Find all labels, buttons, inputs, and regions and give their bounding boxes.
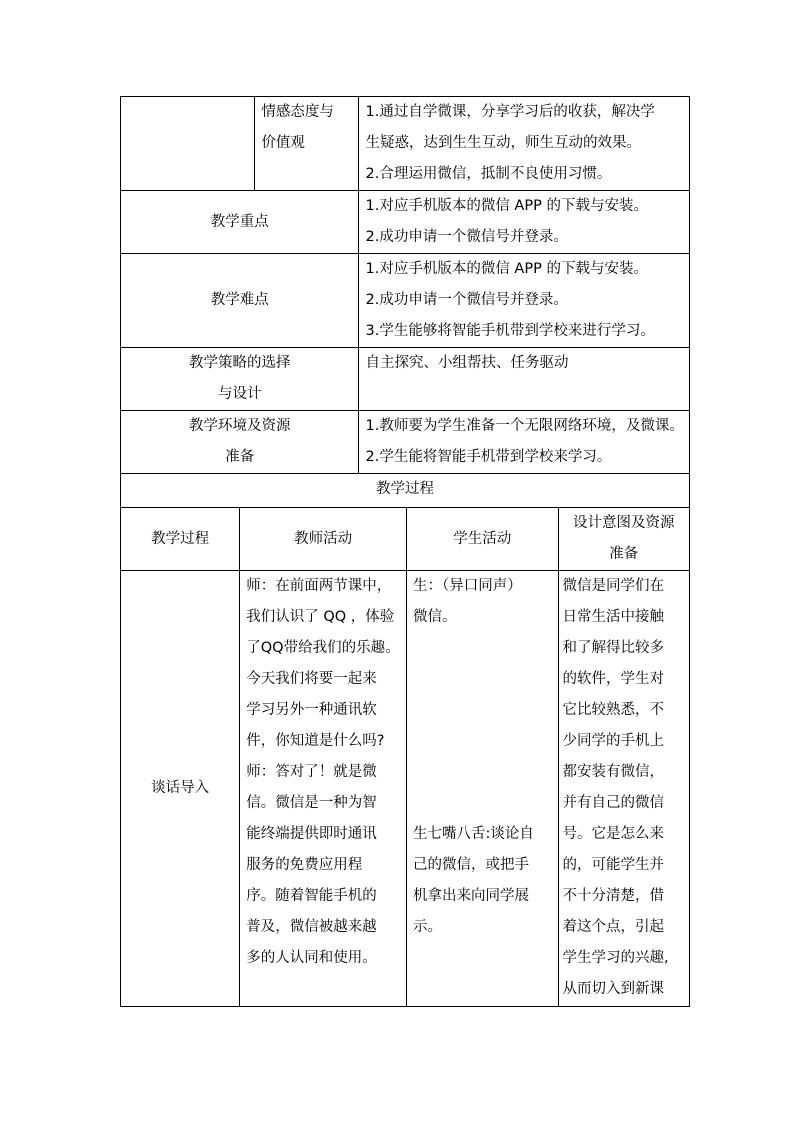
environment-label-line2: 准备 bbox=[225, 449, 255, 465]
environment-label-line1: 教学环境及资源 bbox=[188, 418, 291, 434]
teacher-line: 师：在前面两节课中， bbox=[246, 578, 392, 594]
header-teacher: 教师活动 bbox=[240, 508, 407, 571]
header-design bbox=[558, 508, 689, 571]
affect-empty-cell bbox=[121, 97, 255, 191]
header-design-line2: 准备 bbox=[609, 546, 639, 562]
affect-label-line1: 情感态度与 bbox=[261, 104, 334, 120]
design-line: 日常生活中接触 bbox=[562, 609, 665, 625]
teacher-line: 师：答对了！就是微 bbox=[246, 764, 377, 780]
environment-content bbox=[359, 411, 690, 474]
teacher-line: 我们认识了 QQ ，体验 bbox=[246, 609, 395, 625]
header-design-line1: 设计意图及资源 bbox=[573, 515, 675, 531]
process-title: 教学过程 bbox=[121, 474, 690, 508]
affect-item-3: 2.合理运用微信，抵制不良使用习惯。 bbox=[365, 166, 612, 182]
header-student: 学生活动 bbox=[406, 508, 558, 571]
affect-row bbox=[121, 97, 690, 191]
design-line: 从而切入到新课 bbox=[562, 981, 665, 997]
difficulties-row bbox=[121, 254, 690, 348]
design-line: 学生学习的兴趣, bbox=[562, 950, 669, 966]
design-line: 和了解得比较多 bbox=[562, 640, 665, 656]
affect-item-2: 生疑惑，达到生生互动，师生互动的效果。 bbox=[365, 135, 641, 151]
design-line: 号。它是怎么来 bbox=[562, 826, 665, 842]
difficulties-item-3: 3.学生能够将智能手机带到学校来进行学习。 bbox=[365, 323, 655, 339]
environment-item-1: 1.教师要为学生准备一个无限网络环境，及微课。 bbox=[365, 418, 684, 434]
student-line: 己的微信，或把手 bbox=[412, 857, 529, 873]
intro-design-cell bbox=[558, 571, 689, 1007]
intro-student-cell bbox=[406, 571, 558, 1007]
environment-row bbox=[121, 411, 690, 474]
affect-item-1: 1.通过自学微课，分享学习后的收获，解决学 bbox=[365, 104, 655, 120]
teacher-line: 今天我们将要一起来 bbox=[246, 671, 377, 687]
teacher-line: 学习另外一种通讯软 bbox=[246, 702, 377, 718]
strategy-row bbox=[121, 348, 690, 411]
intro-stage-label: 谈话导入 bbox=[121, 571, 240, 1007]
difficulties-label: 教学难点 bbox=[121, 254, 359, 348]
affect-content-cell bbox=[359, 97, 690, 191]
design-line: 并有自己的微信 bbox=[562, 795, 665, 811]
design-line: 微信是同学们在 bbox=[562, 578, 665, 594]
student-line: 微信。 bbox=[412, 609, 457, 625]
affect-label-cell bbox=[255, 97, 359, 191]
key-points-item-2: 2.成功申请一个微信号并登录。 bbox=[365, 229, 568, 245]
teacher-line: 能终端提供即时通讯 bbox=[246, 826, 377, 842]
key-points-row bbox=[121, 191, 690, 254]
teacher-line: 普及，微信被越来越 bbox=[246, 919, 377, 935]
teacher-line: 信。微信是一种为智 bbox=[246, 795, 377, 811]
key-points-item-1: 1.对应手机版本的微信 APP 的下载与安装。 bbox=[365, 198, 648, 214]
teacher-line: 序。随着智能手机的 bbox=[246, 888, 377, 904]
design-line: 少同学的手机上 bbox=[562, 733, 665, 749]
design-line: 着这个点，引起 bbox=[562, 919, 665, 935]
strategy-label-line1: 教学策略的选择 bbox=[188, 355, 291, 371]
design-line: 都安装有微信， bbox=[562, 764, 665, 780]
student-gap bbox=[413, 633, 552, 819]
strategy-label-line2: 与设计 bbox=[217, 386, 262, 402]
key-points-content bbox=[359, 191, 690, 254]
student-line: 生：（异口同声） bbox=[412, 578, 522, 594]
teacher-line: 了QQ带给我们的乐趣。 bbox=[246, 640, 400, 656]
intro-row bbox=[121, 571, 690, 1007]
student-line: 机拿出来向同学展 bbox=[412, 888, 529, 904]
strategy-content: 自主探究、小组帮扶、任务驱动 bbox=[359, 348, 690, 411]
design-line: 不十分清楚，借 bbox=[562, 888, 665, 904]
process-header-row bbox=[121, 508, 690, 571]
environment-item-2: 2.学生能将智能手机带到学校来学习。 bbox=[365, 449, 612, 465]
difficulties-content bbox=[359, 254, 690, 348]
process-title-row bbox=[121, 474, 690, 508]
key-points-label: 教学重点 bbox=[121, 191, 359, 254]
design-line: 的，可能学生并 bbox=[562, 857, 665, 873]
header-stage: 教学过程 bbox=[121, 508, 240, 571]
student-line: 示。 bbox=[412, 919, 442, 935]
strategy-label bbox=[121, 348, 359, 411]
design-line: 它比较熟悉，不 bbox=[562, 702, 665, 718]
difficulties-item-1: 1.对应手机版本的微信 APP 的下载与安装。 bbox=[365, 261, 648, 277]
intro-teacher-cell bbox=[240, 571, 407, 1007]
teacher-line: 服务的免费应用程 bbox=[246, 857, 363, 873]
lesson-plan-table bbox=[120, 96, 690, 1007]
affect-label-line2: 价值观 bbox=[261, 135, 305, 151]
teacher-line: 件，你知道是什么吗? bbox=[246, 733, 385, 749]
environment-label bbox=[121, 411, 359, 474]
teacher-line: 多的人认同和使用。 bbox=[246, 950, 377, 966]
difficulties-item-2: 2.成功申请一个微信号并登录。 bbox=[365, 292, 568, 308]
design-line: 的软件，学生对 bbox=[562, 671, 665, 687]
student-line: 生七嘴八舌:谈论自 bbox=[412, 826, 534, 842]
